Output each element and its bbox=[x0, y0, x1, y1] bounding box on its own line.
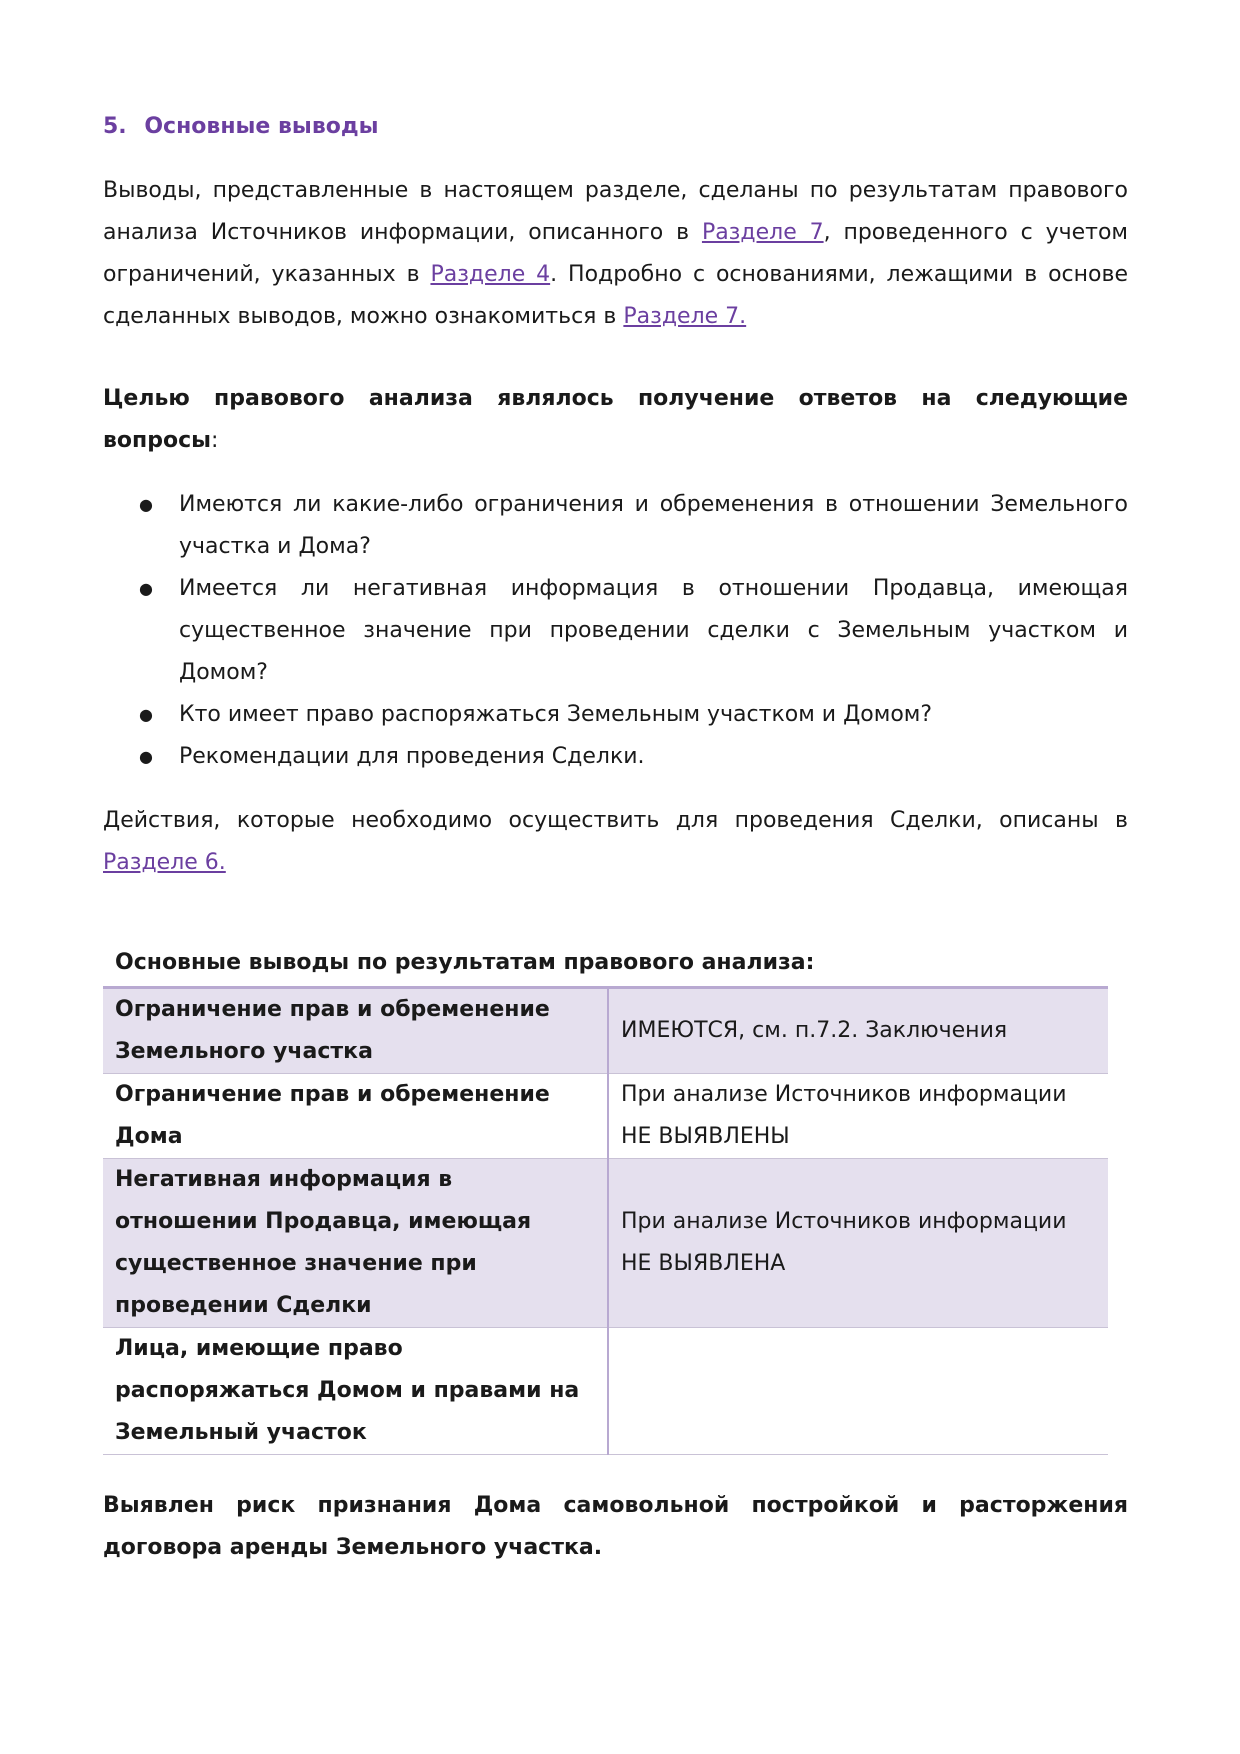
table-row bbox=[103, 1328, 1108, 1455]
bullet-icon: ● bbox=[139, 579, 153, 598]
list-item bbox=[103, 694, 1128, 736]
questions-list bbox=[103, 484, 1128, 778]
actions-paragraph bbox=[103, 800, 1128, 884]
bullet-icon: ● bbox=[139, 705, 153, 724]
link-section-7[interactable]: Разделе 7 bbox=[701, 220, 824, 245]
bullet-icon: ● bbox=[139, 747, 153, 766]
link-section-4[interactable]: Разделе 4 bbox=[430, 262, 551, 287]
page-content bbox=[103, 112, 1128, 1569]
question-text: Кто имеет право распоряжаться Земельным участком и Домом? bbox=[179, 702, 933, 727]
intro-text-1: Выводы, представленные в настоящем разделе, сделаны по результатам правового анализа Источников информации, описанного в bbox=[103, 178, 1128, 245]
list-item bbox=[103, 736, 1128, 778]
table-row bbox=[103, 1159, 1108, 1328]
row-value bbox=[608, 1328, 1108, 1455]
list-item bbox=[103, 484, 1128, 568]
row-value: При анализе Источников информации НЕ ВЫЯВЛЕНЫ bbox=[608, 1074, 1108, 1159]
table-caption: Основные выводы по результатам правового анализа: bbox=[115, 950, 815, 975]
row-label: Ограничение прав и обременение Дома bbox=[103, 1074, 608, 1159]
link-section-7-second[interactable]: Разделе 7. bbox=[623, 304, 747, 329]
actions-text: Действия, которые необходимо осуществить для проведения Сделки, описаны в bbox=[103, 808, 1128, 833]
row-label: Лица, имеющие право распоряжаться Домом и правами на Земельный участок bbox=[103, 1328, 608, 1455]
table-row bbox=[103, 988, 1108, 1074]
intro-paragraph bbox=[103, 170, 1128, 338]
list-item bbox=[103, 568, 1128, 694]
bullet-icon: ● bbox=[139, 495, 153, 514]
row-label: Негативная информация в отношении Продавца, имеющая существенное значение при проведении Сделки bbox=[103, 1159, 608, 1328]
table-row bbox=[103, 1074, 1108, 1159]
section-title: Основные выводы bbox=[144, 114, 379, 139]
goal-bold-text: Целью правового анализа являлось получение ответов на следующие вопросы bbox=[103, 386, 1128, 453]
intro-text-2: , проведенного с учетом ограничений, указанных в bbox=[103, 220, 1129, 287]
findings-table bbox=[103, 986, 1108, 1455]
risk-statement: Выявлен риск признания Дома самовольной постройкой и расторжения договора аренды Земельного участка. bbox=[103, 1493, 1128, 1560]
goal-paragraph bbox=[103, 378, 1128, 462]
question-text: Имеется ли негативная информация в отношении Продавца, имеющая существенное значение при проведении сделки с Земельным участком и Домом? bbox=[179, 576, 1128, 685]
question-text: Имеются ли какие-либо ограничения и обременения в отношении Земельного участка и Дома? bbox=[179, 492, 1128, 559]
question-text: Рекомендации для проведения Сделки. bbox=[179, 744, 645, 769]
row-label: Ограничение прав и обременение Земельного участка bbox=[103, 988, 608, 1074]
section-number: 5. bbox=[103, 114, 127, 139]
row-value: ИМЕЮТСЯ, см. п.7.2. Заключения bbox=[608, 988, 1108, 1074]
goal-tail: : bbox=[211, 428, 219, 453]
row-value: При анализе Источников информации НЕ ВЫЯВЛЕНА bbox=[608, 1159, 1108, 1328]
section-heading bbox=[103, 112, 1128, 142]
link-section-6[interactable]: Разделе 6. bbox=[103, 850, 226, 875]
intro-text-3: . Подробно с основаниями, лежащими в основе сделанных выводов, можно ознакомиться в bbox=[103, 262, 1128, 329]
